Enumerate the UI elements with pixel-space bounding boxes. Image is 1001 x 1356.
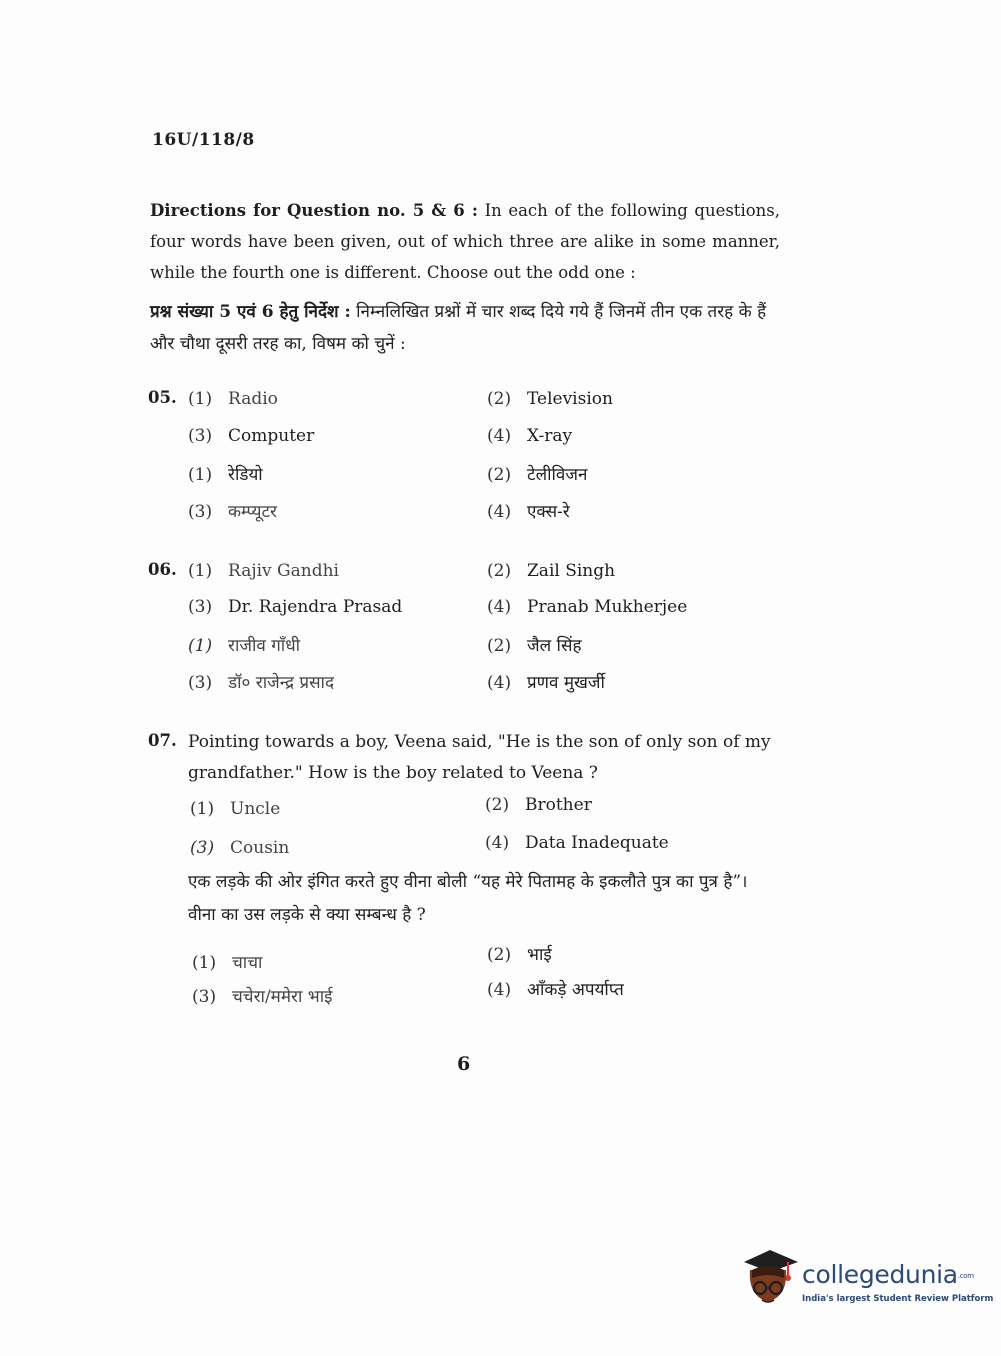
directions-english — [150, 195, 780, 288]
option — [487, 426, 572, 446]
logo-name: collegedunia — [802, 1260, 958, 1289]
option-number: (2) — [485, 795, 510, 815]
option-number: (3) — [188, 502, 213, 522]
option — [487, 561, 615, 581]
question-number: 06. — [148, 560, 177, 579]
option — [192, 984, 332, 1007]
logo-suffix: .com — [957, 1272, 974, 1280]
option-text: डॉ० राजेन्द्र प्रसाद — [228, 673, 334, 693]
option — [487, 462, 587, 485]
collegedunia-logo — [740, 1248, 994, 1314]
option-number: (2) — [487, 389, 512, 409]
option-text: Brother — [525, 795, 592, 815]
option-text: टेलीविजन — [527, 465, 588, 485]
option-text: एक्स-रे — [527, 502, 570, 522]
option-text: Computer — [228, 426, 315, 446]
question-number: 07. — [148, 731, 177, 750]
option-number: (1) — [188, 636, 213, 656]
option-number: (4) — [485, 833, 510, 853]
option-text: रेडियो — [228, 465, 263, 485]
option — [188, 426, 314, 446]
option — [188, 499, 277, 522]
option-number: (4) — [487, 426, 512, 446]
option-text: चचेरा/ममेरा भाई — [232, 987, 333, 1007]
option-number: (3) — [192, 987, 217, 1007]
option — [485, 833, 669, 853]
directions-hindi — [150, 296, 780, 360]
option-number: (2) — [487, 465, 512, 485]
question-text-hindi: एक लड़के की ओर इंगित करते हुए वीना बोली “यह मेरे पितामह के इकलौते पुत्र का पुत्र है”। वीना का उस लड़के से क्या सम्बन्ध है ? — [188, 872, 748, 925]
option-number: (3) — [190, 838, 215, 858]
option-number: (2) — [487, 561, 512, 581]
option-text: जैल सिंह — [527, 636, 582, 656]
option-number: (1) — [188, 389, 213, 409]
directions-text: In each of the following questions, four words have been given, out of which three are alike in some manner, while the fourth one is different. Choose out the odd one : — [150, 201, 780, 282]
option — [487, 389, 613, 409]
option-text: Rajiv Gandhi — [228, 561, 339, 581]
option-number: (1) — [188, 561, 213, 581]
option-text: चाचा — [232, 953, 263, 973]
option — [188, 561, 339, 581]
option-text: Television — [527, 389, 613, 409]
option-text: Radio — [228, 389, 278, 409]
option-text: राजीव गाँधी — [228, 636, 301, 656]
option-number: (1) — [188, 465, 213, 485]
option — [487, 633, 581, 656]
option — [190, 838, 289, 858]
option — [192, 950, 262, 973]
question-number: 05. — [148, 388, 177, 407]
option-number: (3) — [188, 426, 213, 446]
option-text: X-ray — [527, 426, 573, 446]
directions-label-hindi: प्रश्न संख्या 5 एवं 6 हेतु निर्देश : — [150, 302, 351, 322]
option-text: Pranab Mukherjee — [527, 597, 688, 617]
paper-code: 16U/118/8 — [152, 130, 255, 150]
option — [487, 597, 687, 617]
option — [485, 795, 592, 815]
option — [188, 670, 334, 693]
option-text: कम्प्यूटर — [228, 502, 277, 522]
option — [487, 942, 552, 965]
option-text: भाई — [527, 945, 552, 965]
option-number: (3) — [188, 597, 213, 617]
option — [188, 462, 263, 485]
option-text: प्रणव मुखर्जी — [527, 673, 605, 693]
option-number: (4) — [487, 597, 512, 617]
option — [487, 670, 605, 693]
option-number: (1) — [190, 799, 215, 819]
option — [487, 499, 570, 522]
option — [190, 799, 280, 819]
option-number: (2) — [487, 636, 512, 656]
option-number: (2) — [487, 945, 512, 965]
option-text: Zail Singh — [527, 561, 616, 581]
option-text: Cousin — [230, 838, 290, 858]
mascot-icon — [740, 1248, 800, 1314]
option — [188, 597, 402, 617]
question-text: Pointing towards a boy, Veena said, "He is the son of only son of my grandfather." How is the boy related to Veena ? — [188, 732, 771, 783]
option-number: (4) — [487, 673, 512, 693]
logo-wordmark — [802, 1260, 974, 1289]
page-number: 6 — [457, 1053, 471, 1075]
option-number: (1) — [192, 953, 217, 973]
logo-tagline: India's largest Student Review Platform — [802, 1294, 994, 1304]
option-text: आँकड़े अपर्याप्त — [527, 980, 624, 1000]
option-number: (4) — [487, 502, 512, 522]
directions-text-hindi: निम्नलिखित प्रश्नों में चार शब्द दिये गये हैं जिनमें तीन एक तरह के हैं और चौथा दूसरी तरह का, विषम को चुनें : — [150, 302, 767, 354]
directions-label: Directions for Question no. 5 & 6 : — [150, 201, 478, 220]
option — [487, 977, 624, 1000]
option-number: (3) — [188, 673, 213, 693]
option — [188, 389, 278, 409]
option-text: Data Inadequate — [525, 833, 669, 853]
option-number: (4) — [487, 980, 512, 1000]
option-text: Dr. Rajendra Prasad — [228, 597, 403, 617]
option — [188, 633, 300, 656]
option-text: Uncle — [230, 799, 281, 819]
